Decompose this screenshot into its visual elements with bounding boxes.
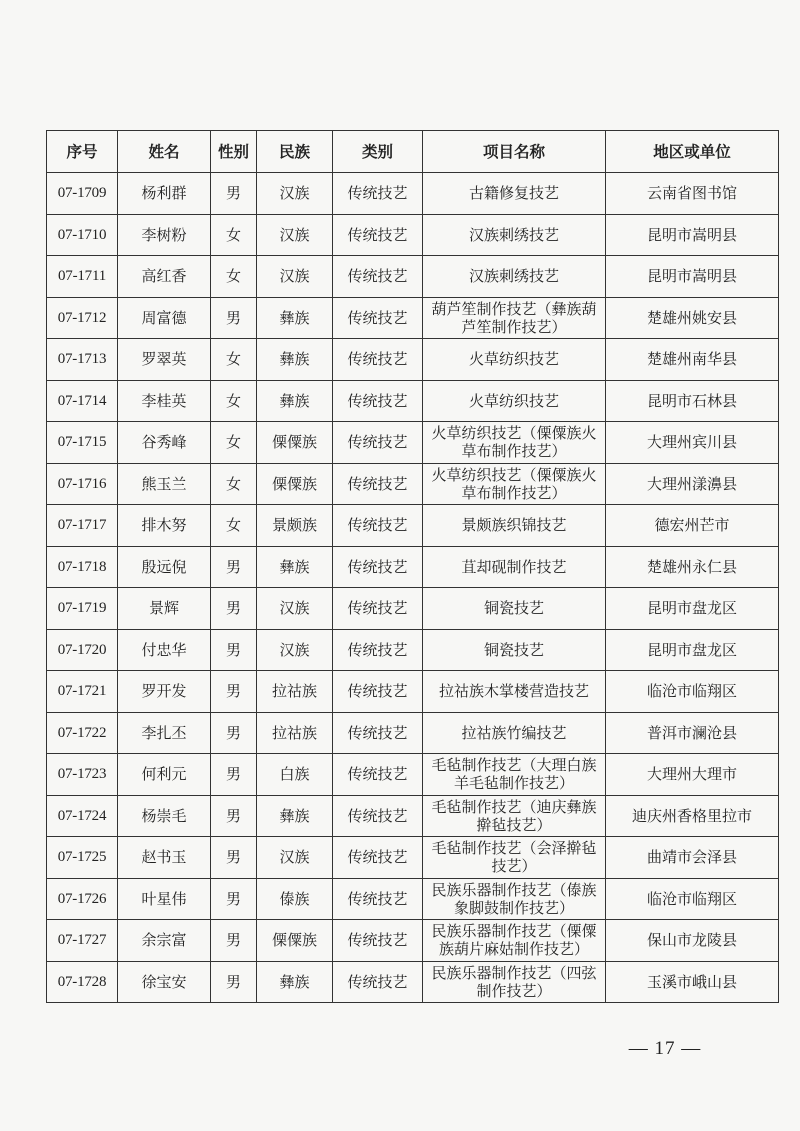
cell-name: 谷秀峰: [118, 422, 211, 464]
table-row: [47, 920, 779, 962]
cell-serial: 07-1713: [47, 339, 118, 381]
cell-region: 迪庆州香格里拉市: [606, 795, 779, 837]
cell-serial: 07-1720: [47, 629, 118, 671]
cell-serial: 07-1722: [47, 712, 118, 754]
table-row: [47, 256, 779, 298]
cell-name: 罗翠英: [118, 339, 211, 381]
cell-region: 大理州宾川县: [606, 422, 779, 464]
cell-project: 拉祜族竹编技艺: [423, 712, 606, 754]
table-row: [47, 588, 779, 630]
header-serial: 序号: [47, 131, 118, 173]
cell-project: 火草纺织技艺: [423, 339, 606, 381]
cell-serial: 07-1711: [47, 256, 118, 298]
cell-gender: 男: [211, 878, 257, 920]
cell-category: 传统技艺: [333, 878, 423, 920]
cell-name: 李树粉: [118, 214, 211, 256]
header-name: 姓名: [118, 131, 211, 173]
cell-gender: 男: [211, 754, 257, 796]
cell-category: 传统技艺: [333, 380, 423, 422]
cell-region: 楚雄州永仁县: [606, 546, 779, 588]
cell-serial: 07-1710: [47, 214, 118, 256]
cell-gender: 男: [211, 629, 257, 671]
cell-project: 毛毡制作技艺（迪庆彝族擀毡技艺）: [423, 795, 606, 837]
page-number: — 17 —: [628, 1038, 702, 1059]
cell-category: 传统技艺: [333, 422, 423, 464]
table-row: [47, 629, 779, 671]
cell-gender: 女: [211, 505, 257, 547]
inheritor-table: [46, 130, 779, 1003]
cell-category: 传统技艺: [333, 837, 423, 879]
cell-name: 杨崇毛: [118, 795, 211, 837]
cell-serial: 07-1714: [47, 380, 118, 422]
cell-serial: 07-1723: [47, 754, 118, 796]
cell-project: 葫芦笙制作技艺（彝族葫芦笙制作技艺）: [423, 297, 606, 339]
cell-gender: 男: [211, 712, 257, 754]
cell-name: 余宗富: [118, 920, 211, 962]
cell-category: 传统技艺: [333, 297, 423, 339]
cell-serial: 07-1715: [47, 422, 118, 464]
table-row: [47, 671, 779, 713]
cell-gender: 女: [211, 214, 257, 256]
table-row: [47, 795, 779, 837]
cell-region: 临沧市临翔区: [606, 878, 779, 920]
cell-ethnicity: 汉族: [257, 256, 333, 298]
cell-project: 火草纺织技艺（傈僳族火草布制作技艺）: [423, 463, 606, 505]
cell-project: 景颇族织锦技艺: [423, 505, 606, 547]
cell-gender: 男: [211, 837, 257, 879]
cell-ethnicity: 傈僳族: [257, 422, 333, 464]
cell-region: 普洱市澜沧县: [606, 712, 779, 754]
cell-project: 民族乐器制作技艺（四弦制作技艺）: [423, 961, 606, 1003]
cell-region: 大理州大理市: [606, 754, 779, 796]
cell-gender: 男: [211, 546, 257, 588]
table-row: [47, 380, 779, 422]
cell-ethnicity: 汉族: [257, 837, 333, 879]
cell-category: 传统技艺: [333, 505, 423, 547]
cell-project: 汉族刺绣技艺: [423, 256, 606, 298]
header-project: 项目名称: [423, 131, 606, 173]
table-row: [47, 754, 779, 796]
cell-ethnicity: 傣族: [257, 878, 333, 920]
cell-ethnicity: 彝族: [257, 961, 333, 1003]
cell-serial: 07-1721: [47, 671, 118, 713]
cell-category: 传统技艺: [333, 961, 423, 1003]
cell-name: 徐宝安: [118, 961, 211, 1003]
cell-serial: 07-1726: [47, 878, 118, 920]
cell-name: 叶星伟: [118, 878, 211, 920]
cell-ethnicity: 彝族: [257, 546, 333, 588]
cell-ethnicity: 彝族: [257, 795, 333, 837]
cell-gender: 男: [211, 961, 257, 1003]
table-row: [47, 837, 779, 879]
cell-region: 云南省图书馆: [606, 173, 779, 215]
cell-ethnicity: 彝族: [257, 297, 333, 339]
cell-serial: 07-1718: [47, 546, 118, 588]
cell-serial: 07-1709: [47, 173, 118, 215]
cell-project: 民族乐器制作技艺（傣族象脚鼓制作技艺）: [423, 878, 606, 920]
header-gender: 性别: [211, 131, 257, 173]
cell-project: 苴却砚制作技艺: [423, 546, 606, 588]
cell-ethnicity: 汉族: [257, 214, 333, 256]
cell-name: 殷远倪: [118, 546, 211, 588]
table-row: [47, 422, 779, 464]
cell-region: 昆明市嵩明县: [606, 256, 779, 298]
cell-category: 传统技艺: [333, 546, 423, 588]
table-row: [47, 173, 779, 215]
cell-gender: 男: [211, 920, 257, 962]
cell-name: 李桂英: [118, 380, 211, 422]
cell-name: 付忠华: [118, 629, 211, 671]
cell-name: 高红香: [118, 256, 211, 298]
header-category: 类别: [333, 131, 423, 173]
table-row: [47, 712, 779, 754]
cell-name: 赵书玉: [118, 837, 211, 879]
cell-gender: 男: [211, 173, 257, 215]
cell-ethnicity: 傈僳族: [257, 920, 333, 962]
cell-name: 熊玉兰: [118, 463, 211, 505]
cell-ethnicity: 白族: [257, 754, 333, 796]
cell-category: 传统技艺: [333, 920, 423, 962]
cell-ethnicity: 景颇族: [257, 505, 333, 547]
cell-category: 传统技艺: [333, 173, 423, 215]
cell-gender: 男: [211, 671, 257, 713]
cell-name: 杨利群: [118, 173, 211, 215]
cell-region: 德宏州芒市: [606, 505, 779, 547]
table-header-row: [47, 131, 779, 173]
cell-gender: 男: [211, 795, 257, 837]
cell-serial: 07-1727: [47, 920, 118, 962]
table-body: [47, 173, 779, 1003]
cell-project: 铜瓷技艺: [423, 629, 606, 671]
cell-ethnicity: 汉族: [257, 588, 333, 630]
cell-project: 火草纺织技艺: [423, 380, 606, 422]
cell-region: 昆明市盘龙区: [606, 588, 779, 630]
cell-serial: 07-1717: [47, 505, 118, 547]
table-row: [47, 878, 779, 920]
cell-ethnicity: 傈僳族: [257, 463, 333, 505]
cell-project: 拉祜族木掌楼营造技艺: [423, 671, 606, 713]
table-row: [47, 339, 779, 381]
cell-category: 传统技艺: [333, 795, 423, 837]
cell-name: 何利元: [118, 754, 211, 796]
cell-category: 传统技艺: [333, 629, 423, 671]
table-row: [47, 546, 779, 588]
cell-gender: 男: [211, 297, 257, 339]
cell-region: 曲靖市会泽县: [606, 837, 779, 879]
cell-ethnicity: 汉族: [257, 173, 333, 215]
cell-ethnicity: 汉族: [257, 629, 333, 671]
cell-serial: 07-1725: [47, 837, 118, 879]
cell-project: 毛毡制作技艺（会泽擀毡技艺）: [423, 837, 606, 879]
cell-gender: 女: [211, 256, 257, 298]
cell-region: 楚雄州南华县: [606, 339, 779, 381]
table-row: [47, 463, 779, 505]
cell-name: 罗开发: [118, 671, 211, 713]
cell-project: 古籍修复技艺: [423, 173, 606, 215]
header-ethnicity: 民族: [257, 131, 333, 173]
cell-gender: 女: [211, 380, 257, 422]
cell-name: 景辉: [118, 588, 211, 630]
cell-gender: 女: [211, 463, 257, 505]
cell-serial: 07-1712: [47, 297, 118, 339]
cell-ethnicity: 拉祜族: [257, 671, 333, 713]
cell-category: 传统技艺: [333, 754, 423, 796]
cell-gender: 女: [211, 339, 257, 381]
cell-region: 昆明市盘龙区: [606, 629, 779, 671]
cell-serial: 07-1728: [47, 961, 118, 1003]
cell-ethnicity: 彝族: [257, 339, 333, 381]
cell-ethnicity: 彝族: [257, 380, 333, 422]
cell-region: 玉溪市峨山县: [606, 961, 779, 1003]
table-row: [47, 961, 779, 1003]
cell-category: 传统技艺: [333, 588, 423, 630]
cell-region: 楚雄州姚安县: [606, 297, 779, 339]
cell-serial: 07-1724: [47, 795, 118, 837]
cell-serial: 07-1719: [47, 588, 118, 630]
cell-region: 保山市龙陵县: [606, 920, 779, 962]
cell-name: 李扎丕: [118, 712, 211, 754]
cell-region: 昆明市嵩明县: [606, 214, 779, 256]
table-row: [47, 214, 779, 256]
cell-project: 火草纺织技艺（傈僳族火草布制作技艺）: [423, 422, 606, 464]
cell-region: 昆明市石林县: [606, 380, 779, 422]
cell-name: 排木努: [118, 505, 211, 547]
cell-project: 毛毡制作技艺（大理白族羊毛毡制作技艺）: [423, 754, 606, 796]
cell-name: 周富德: [118, 297, 211, 339]
cell-category: 传统技艺: [333, 339, 423, 381]
cell-category: 传统技艺: [333, 671, 423, 713]
cell-category: 传统技艺: [333, 256, 423, 298]
cell-project: 铜瓷技艺: [423, 588, 606, 630]
cell-project: 民族乐器制作技艺（傈僳族葫片麻姑制作技艺）: [423, 920, 606, 962]
table-row: [47, 505, 779, 547]
cell-gender: 男: [211, 588, 257, 630]
cell-project: 汉族刺绣技艺: [423, 214, 606, 256]
cell-gender: 女: [211, 422, 257, 464]
header-region: 地区或单位: [606, 131, 779, 173]
cell-category: 传统技艺: [333, 463, 423, 505]
cell-region: 大理州漾濞县: [606, 463, 779, 505]
cell-serial: 07-1716: [47, 463, 118, 505]
cell-category: 传统技艺: [333, 712, 423, 754]
cell-ethnicity: 拉祜族: [257, 712, 333, 754]
cell-region: 临沧市临翔区: [606, 671, 779, 713]
cell-category: 传统技艺: [333, 214, 423, 256]
table-row: [47, 297, 779, 339]
